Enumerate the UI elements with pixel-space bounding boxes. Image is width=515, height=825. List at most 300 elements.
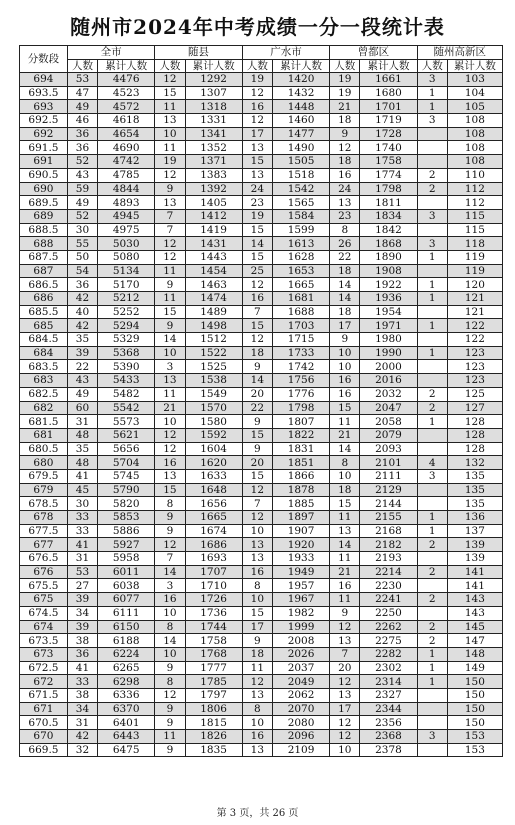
count-cell (417, 264, 447, 278)
count-cell: 10 (155, 415, 185, 429)
score-cell: 687 (20, 264, 68, 278)
cumulative-cell: 145 (447, 620, 502, 634)
table-row (20, 278, 503, 292)
count-cell: 11 (242, 661, 272, 675)
score-cell: 671 (20, 702, 68, 716)
cumulative-cell: 1785 (185, 675, 242, 689)
count-cell: 11 (155, 292, 185, 306)
table-row (20, 73, 503, 87)
count-cell: 13 (242, 168, 272, 182)
table-row (20, 346, 503, 360)
cumulative-cell: 1710 (185, 579, 242, 593)
cumulative-cell: 1957 (272, 579, 329, 593)
count-cell (417, 442, 447, 456)
count-cell: 41 (67, 661, 97, 675)
count-cell: 24 (242, 182, 272, 196)
score-cell: 686 (20, 292, 68, 306)
count-cell: 18 (330, 483, 360, 497)
count-cell: 42 (67, 292, 97, 306)
cumulative-cell: 1980 (360, 333, 417, 347)
count-cell: 1 (417, 292, 447, 306)
count-cell: 3 (417, 469, 447, 483)
cumulative-cell: 108 (447, 141, 502, 155)
cumulative-cell: 1674 (185, 524, 242, 538)
cumulative-cell: 2230 (360, 579, 417, 593)
count-cell: 8 (155, 620, 185, 634)
table-row (20, 620, 503, 634)
count-cell: 13 (242, 141, 272, 155)
cumulative-cell: 143 (447, 593, 502, 607)
count-cell: 16 (330, 374, 360, 388)
count-cell: 7 (242, 305, 272, 319)
table-row (20, 483, 503, 497)
count-cell: 15 (330, 497, 360, 511)
count-cell: 13 (242, 538, 272, 552)
count-cell: 12 (242, 333, 272, 347)
count-cell: 12 (330, 730, 360, 744)
cumulative-cell: 119 (447, 250, 502, 264)
page-title: 随州市2024年中考成绩一分一段统计表 (70, 15, 445, 39)
count-cell: 15 (242, 223, 272, 237)
cumulative-cell: 5030 (98, 237, 155, 251)
table-row (20, 497, 503, 511)
cumulative-header: 累计人数 (360, 60, 417, 73)
count-cell: 30 (67, 223, 97, 237)
cumulative-cell: 1542 (272, 182, 329, 196)
cumulative-cell: 110 (447, 168, 502, 182)
count-cell: 36 (67, 127, 97, 141)
cumulative-header: 累计人数 (185, 60, 242, 73)
cumulative-cell: 2155 (360, 511, 417, 525)
count-cell: 53 (67, 565, 97, 579)
cumulative-cell: 2327 (360, 688, 417, 702)
cumulative-cell: 5621 (98, 428, 155, 442)
count-cell: 12 (242, 278, 272, 292)
cumulative-cell: 2070 (272, 702, 329, 716)
cumulative-cell: 1628 (272, 250, 329, 264)
count-cell: 53 (67, 73, 97, 87)
count-cell: 10 (155, 606, 185, 620)
cumulative-cell: 5542 (98, 401, 155, 415)
cumulative-cell: 1811 (360, 196, 417, 210)
count-cell: 15 (155, 483, 185, 497)
count-cell: 13 (155, 374, 185, 388)
count-cell: 11 (330, 511, 360, 525)
cumulative-cell: 1522 (185, 346, 242, 360)
count-cell: 22 (242, 401, 272, 415)
cumulative-cell: 1371 (185, 155, 242, 169)
cumulative-cell: 1703 (272, 319, 329, 333)
count-cell: 18 (242, 647, 272, 661)
count-cell: 49 (67, 100, 97, 114)
count-cell: 14 (330, 292, 360, 306)
count-cell: 12 (242, 86, 272, 100)
cumulative-cell: 5820 (98, 497, 155, 511)
cumulative-cell: 1897 (272, 511, 329, 525)
cumulative-cell: 1584 (272, 209, 329, 223)
cumulative-cell: 143 (447, 606, 502, 620)
count-cell: 4 (417, 456, 447, 470)
cumulative-cell: 4893 (98, 196, 155, 210)
cumulative-cell: 150 (447, 702, 502, 716)
cumulative-cell: 6077 (98, 593, 155, 607)
count-cell: 1 (417, 278, 447, 292)
cumulative-cell: 5390 (98, 360, 155, 374)
count-cell: 23 (330, 209, 360, 223)
count-cell: 2 (417, 182, 447, 196)
score-cell: 670.5 (20, 716, 68, 730)
count-cell (417, 333, 447, 347)
count-cell: 35 (67, 442, 97, 456)
cumulative-cell: 127 (447, 401, 502, 415)
count-cell: 12 (242, 483, 272, 497)
cumulative-cell: 103 (447, 73, 502, 87)
score-header: 分数段 (20, 46, 68, 73)
cumulative-cell: 1292 (185, 73, 242, 87)
count-cell: 13 (242, 552, 272, 566)
cumulative-cell: 2111 (360, 469, 417, 483)
count-cell: 15 (155, 86, 185, 100)
cumulative-cell: 1806 (185, 702, 242, 716)
table-row (20, 387, 503, 401)
count-cell: 16 (330, 168, 360, 182)
cumulative-cell: 1383 (185, 168, 242, 182)
count-cell: 1 (417, 100, 447, 114)
count-cell (417, 702, 447, 716)
score-cell: 677.5 (20, 524, 68, 538)
count-cell: 9 (155, 702, 185, 716)
cumulative-cell: 120 (447, 278, 502, 292)
cumulative-cell: 4844 (98, 182, 155, 196)
count-cell: 36 (67, 141, 97, 155)
cumulative-cell: 6475 (98, 743, 155, 757)
cumulative-cell: 119 (447, 264, 502, 278)
table-row (20, 127, 503, 141)
score-cell: 679 (20, 483, 68, 497)
count-cell: 31 (67, 415, 97, 429)
count-cell: 10 (330, 469, 360, 483)
cumulative-cell: 141 (447, 565, 502, 579)
count-cell: 19 (330, 73, 360, 87)
score-cell: 678.5 (20, 497, 68, 511)
cumulative-cell: 1686 (185, 538, 242, 552)
count-cell: 11 (155, 264, 185, 278)
count-cell: 35 (67, 333, 97, 347)
count-cell: 10 (330, 346, 360, 360)
score-cell: 693 (20, 100, 68, 114)
count-cell: 14 (242, 374, 272, 388)
cumulative-cell: 5745 (98, 469, 155, 483)
count-cell (417, 743, 447, 757)
count-cell: 9 (242, 360, 272, 374)
count-cell: 13 (155, 469, 185, 483)
count-header: 人数 (330, 60, 360, 73)
cumulative-cell: 1758 (185, 634, 242, 648)
count-cell: 7 (155, 223, 185, 237)
cumulative-cell: 122 (447, 333, 502, 347)
count-cell: 17 (242, 620, 272, 634)
count-cell: 2 (417, 593, 447, 607)
count-cell: 48 (67, 456, 97, 470)
cumulative-cell: 6111 (98, 606, 155, 620)
cumulative-cell: 2037 (272, 661, 329, 675)
cumulative-cell: 1715 (272, 333, 329, 347)
cumulative-cell: 1620 (185, 456, 242, 470)
count-cell: 15 (155, 305, 185, 319)
count-cell: 9 (155, 524, 185, 538)
count-cell: 1 (417, 319, 447, 333)
cumulative-cell: 6336 (98, 688, 155, 702)
count-cell: 31 (67, 716, 97, 730)
score-cell: 692.5 (20, 114, 68, 128)
cumulative-cell: 1661 (360, 73, 417, 87)
count-cell: 42 (67, 319, 97, 333)
count-cell: 36 (67, 278, 97, 292)
count-cell: 2 (417, 387, 447, 401)
cumulative-cell: 1604 (185, 442, 242, 456)
cumulative-cell: 5573 (98, 415, 155, 429)
score-cell: 676 (20, 565, 68, 579)
count-cell: 12 (155, 168, 185, 182)
cumulative-cell: 1835 (185, 743, 242, 757)
cumulative-cell: 1736 (185, 606, 242, 620)
table-row (20, 647, 503, 661)
table-row (20, 237, 503, 251)
cumulative-cell: 6443 (98, 730, 155, 744)
cumulative-cell: 2314 (360, 675, 417, 689)
count-cell: 19 (330, 86, 360, 100)
count-cell: 16 (242, 730, 272, 744)
score-cell: 692 (20, 127, 68, 141)
score-cell: 688.5 (20, 223, 68, 237)
count-cell: 15 (242, 319, 272, 333)
count-cell (417, 716, 447, 730)
cumulative-cell: 2058 (360, 415, 417, 429)
count-cell: 2 (417, 401, 447, 415)
cumulative-header: 累计人数 (447, 60, 502, 73)
count-cell: 13 (330, 524, 360, 538)
cumulative-cell: 1701 (360, 100, 417, 114)
count-cell: 38 (67, 634, 97, 648)
cumulative-cell: 104 (447, 86, 502, 100)
table-row (20, 415, 503, 429)
count-cell: 50 (67, 250, 97, 264)
cumulative-cell: 6150 (98, 620, 155, 634)
cumulative-cell: 1688 (272, 305, 329, 319)
cumulative-cell: 1719 (360, 114, 417, 128)
cumulative-cell: 2008 (272, 634, 329, 648)
cumulative-cell: 6401 (98, 716, 155, 730)
cumulative-cell: 5958 (98, 552, 155, 566)
cumulative-cell: 1726 (185, 593, 242, 607)
cumulative-cell: 1525 (185, 360, 242, 374)
count-cell: 18 (242, 346, 272, 360)
cumulative-cell: 118 (447, 237, 502, 251)
count-cell: 3 (155, 360, 185, 374)
count-cell: 12 (155, 442, 185, 456)
cumulative-cell: 2129 (360, 483, 417, 497)
cumulative-cell: 2049 (272, 675, 329, 689)
count-cell: 39 (67, 593, 97, 607)
cumulative-cell: 6011 (98, 565, 155, 579)
count-cell: 12 (155, 73, 185, 87)
cumulative-cell: 6370 (98, 702, 155, 716)
count-cell: 49 (67, 387, 97, 401)
count-cell: 21 (330, 428, 360, 442)
count-cell: 31 (67, 552, 97, 566)
count-cell: 15 (242, 428, 272, 442)
cumulative-cell: 1776 (272, 387, 329, 401)
count-cell: 17 (330, 319, 360, 333)
score-cell: 678 (20, 511, 68, 525)
score-cell: 684.5 (20, 333, 68, 347)
count-cell: 41 (67, 469, 97, 483)
count-cell (417, 127, 447, 141)
count-cell (417, 141, 447, 155)
cumulative-cell: 1307 (185, 86, 242, 100)
cumulative-cell: 2080 (272, 716, 329, 730)
cumulative-cell: 1851 (272, 456, 329, 470)
cumulative-cell: 1431 (185, 237, 242, 251)
cumulative-cell: 2262 (360, 620, 417, 634)
count-cell: 14 (155, 634, 185, 648)
cumulative-cell: 112 (447, 182, 502, 196)
count-cell (417, 360, 447, 374)
cumulative-cell: 1885 (272, 497, 329, 511)
cumulative-cell: 1454 (185, 264, 242, 278)
count-cell: 16 (330, 387, 360, 401)
score-cell: 689.5 (20, 196, 68, 210)
cumulative-cell: 1908 (360, 264, 417, 278)
cumulative-cell: 1907 (272, 524, 329, 538)
count-cell: 8 (330, 223, 360, 237)
count-cell: 14 (330, 278, 360, 292)
cumulative-cell: 139 (447, 538, 502, 552)
count-cell: 33 (67, 675, 97, 689)
cumulative-cell: 2047 (360, 401, 417, 415)
cumulative-cell: 141 (447, 579, 502, 593)
cumulative-cell: 5790 (98, 483, 155, 497)
count-cell: 22 (67, 360, 97, 374)
cumulative-cell: 1758 (360, 155, 417, 169)
cumulative-cell: 1477 (272, 127, 329, 141)
cumulative-cell: 6038 (98, 579, 155, 593)
count-cell: 10 (330, 743, 360, 757)
score-cell: 688 (20, 237, 68, 251)
count-cell (417, 428, 447, 442)
count-cell: 9 (330, 606, 360, 620)
table-row (20, 264, 503, 278)
count-cell: 3 (417, 73, 447, 87)
cumulative-cell: 1815 (185, 716, 242, 730)
cumulative-cell: 1842 (360, 223, 417, 237)
cumulative-cell: 5134 (98, 264, 155, 278)
count-cell: 10 (242, 593, 272, 607)
cumulative-cell: 128 (447, 415, 502, 429)
table-row (20, 141, 503, 155)
count-cell: 39 (67, 620, 97, 634)
cumulative-cell: 1890 (360, 250, 417, 264)
score-cell: 689 (20, 209, 68, 223)
score-cell: 675 (20, 593, 68, 607)
cumulative-cell: 136 (447, 511, 502, 525)
table-row (20, 552, 503, 566)
cumulative-cell: 1920 (272, 538, 329, 552)
cumulative-cell: 4742 (98, 155, 155, 169)
cumulative-cell: 1681 (272, 292, 329, 306)
count-cell: 52 (67, 155, 97, 169)
table-row (20, 182, 503, 196)
cumulative-cell: 1728 (360, 127, 417, 141)
table-row (20, 538, 503, 552)
count-cell: 20 (242, 387, 272, 401)
count-cell: 38 (67, 688, 97, 702)
cumulative-cell: 2378 (360, 743, 417, 757)
cumulative-cell: 1512 (185, 333, 242, 347)
count-cell (417, 483, 447, 497)
score-cell: 671.5 (20, 688, 68, 702)
table-row (20, 716, 503, 730)
cumulative-cell: 1653 (272, 264, 329, 278)
table-row (20, 428, 503, 442)
count-cell: 36 (67, 647, 97, 661)
cumulative-cell: 1419 (185, 223, 242, 237)
count-cell: 21 (330, 565, 360, 579)
count-cell: 1 (417, 250, 447, 264)
count-cell: 8 (242, 702, 272, 716)
cumulative-cell: 1443 (185, 250, 242, 264)
cumulative-cell: 1489 (185, 305, 242, 319)
cumulative-cell: 4654 (98, 127, 155, 141)
count-cell: 11 (155, 730, 185, 744)
count-cell: 41 (67, 538, 97, 552)
count-cell: 12 (330, 620, 360, 634)
table-row (20, 333, 503, 347)
cumulative-cell: 1656 (185, 497, 242, 511)
cumulative-cell: 1318 (185, 100, 242, 114)
table-row (20, 196, 503, 210)
count-cell: 32 (67, 743, 97, 757)
score-cell: 683 (20, 374, 68, 388)
cumulative-cell: 1777 (185, 661, 242, 675)
cumulative-header: 累计人数 (272, 60, 329, 73)
cumulative-cell: 1341 (185, 127, 242, 141)
count-cell: 2 (417, 634, 447, 648)
cumulative-cell: 2079 (360, 428, 417, 442)
cumulative-cell: 153 (447, 743, 502, 757)
cumulative-cell: 1538 (185, 374, 242, 388)
count-cell: 15 (242, 250, 272, 264)
cumulative-cell: 5212 (98, 292, 155, 306)
cumulative-cell: 2282 (360, 647, 417, 661)
cumulative-cell: 2356 (360, 716, 417, 730)
count-cell: 60 (67, 401, 97, 415)
count-cell: 1 (417, 511, 447, 525)
cumulative-cell: 1613 (272, 237, 329, 251)
cumulative-cell: 1460 (272, 114, 329, 128)
score-cell: 674.5 (20, 606, 68, 620)
count-cell: 13 (330, 688, 360, 702)
score-cell: 681.5 (20, 415, 68, 429)
count-cell: 10 (242, 716, 272, 730)
cumulative-cell: 2275 (360, 634, 417, 648)
cumulative-cell: 1490 (272, 141, 329, 155)
region-header-zengdu: 曾都区 (330, 46, 417, 60)
cumulative-cell: 2241 (360, 593, 417, 607)
cumulative-cell: 2168 (360, 524, 417, 538)
cumulative-cell: 1498 (185, 319, 242, 333)
count-cell (417, 223, 447, 237)
